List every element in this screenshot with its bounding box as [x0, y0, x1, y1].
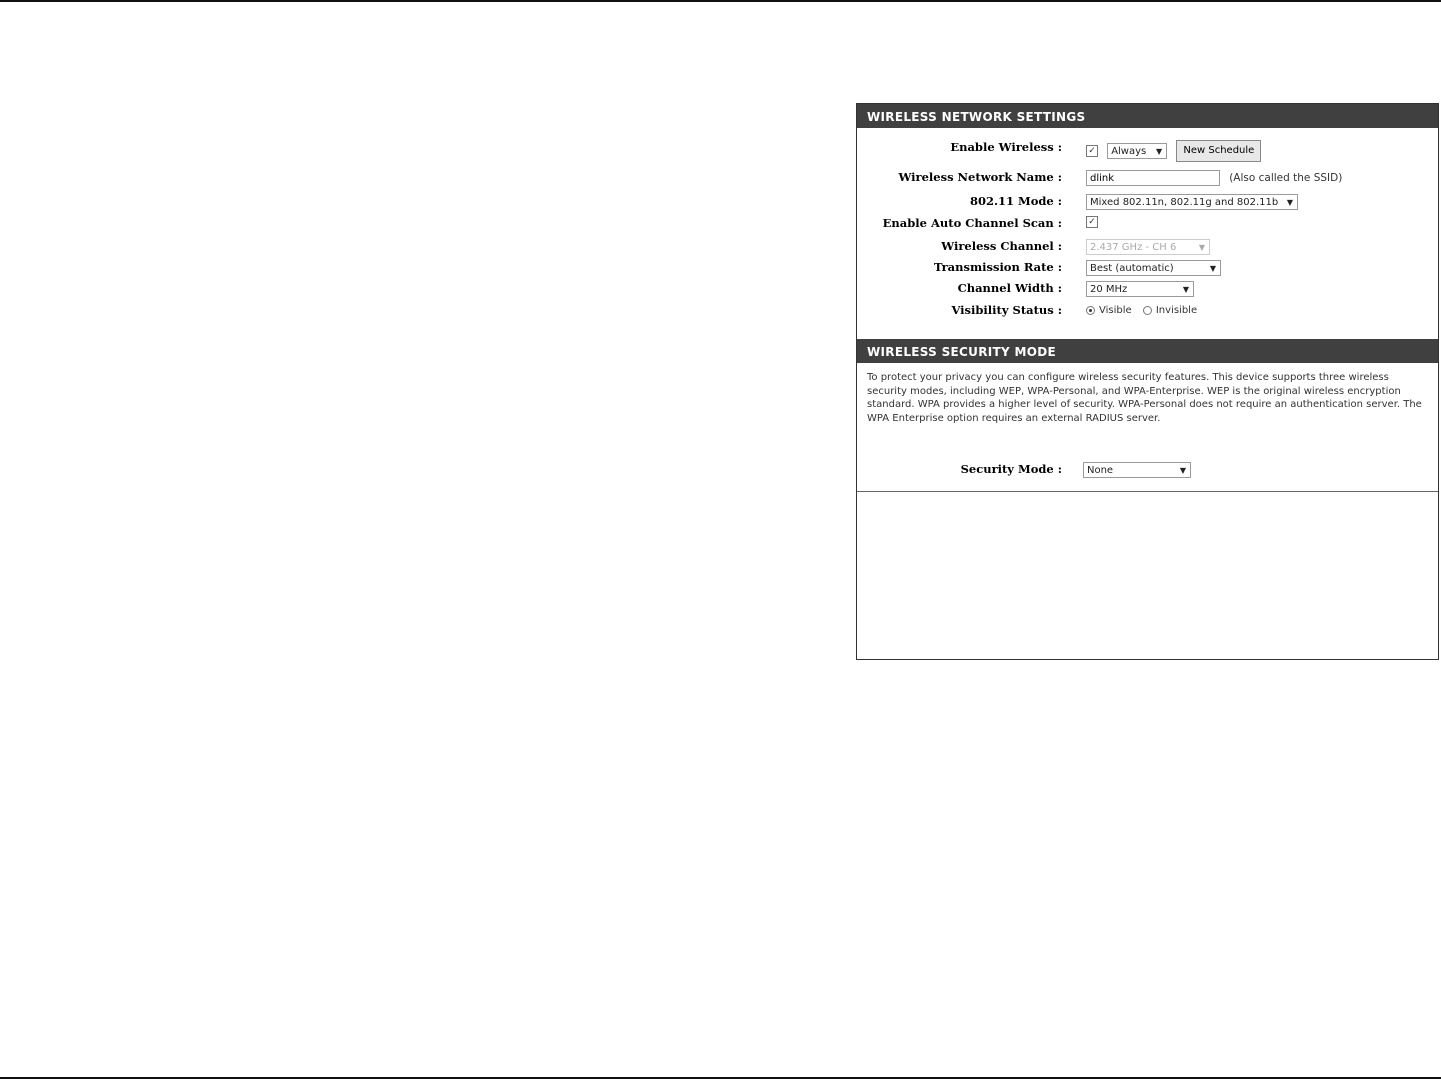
- wireless-security-mode-section: [857, 339, 1438, 492]
- wireless-channel-select[interactable]: 2.437 GHz - CH 6 ▼: [1086, 239, 1210, 255]
- checkmark-icon: ✓: [1088, 217, 1096, 227]
- visible-label: Visible: [1099, 305, 1132, 316]
- wireless-network-settings-section: [857, 104, 1438, 336]
- ssid-hint: (Also called the SSID): [1229, 172, 1343, 184]
- invisible-label: Invisible: [1155, 305, 1198, 316]
- security-description: To protect your privacy you can configure wireless security features. This device supports three wireless security modes, including WEP, WPA-Personal, and WPA-Enterprise. WEP is the original wireless encryption standard. WPA provides a higher level of security. WPA-Personal does not require an authentication server. The WPA Enterprise option requires an external RADIUS server.: [867, 372, 1422, 424]
- visibility-controls: [1086, 305, 1205, 317]
- top-rule: [0, 0, 1441, 2]
- enable-wireless-label: Enable Wireless :: [950, 140, 1062, 154]
- checkmark-icon: ✓: [1088, 146, 1096, 156]
- section-header: WIRELESS NETWORK SETTINGS: [857, 104, 1438, 128]
- schedule-select[interactable]: Always ▼: [1107, 143, 1167, 159]
- transmission-rate-select[interactable]: Best (automatic) ▼: [1086, 260, 1221, 276]
- auto-channel-label: Enable Auto Channel Scan :: [882, 216, 1062, 230]
- channel-width-select[interactable]: 20 MHz ▼: [1086, 281, 1194, 297]
- triangle-down-icon: ▼: [1286, 198, 1293, 207]
- transmission-rate-label: Transmission Rate :: [933, 260, 1062, 274]
- invisible-radio[interactable]: [1143, 306, 1152, 315]
- triangle-down-icon: ▼: [1182, 285, 1189, 294]
- enable-wireless-checkbox[interactable]: [1086, 145, 1098, 157]
- router-settings-screenshot: [856, 103, 1439, 660]
- section-header: WIRELESS SECURITY MODE: [857, 339, 1438, 363]
- mode-select[interactable]: Mixed 802.11n, 802.11g and 802.11b ▼: [1086, 194, 1298, 210]
- triangle-down-icon: ▼: [1156, 147, 1163, 156]
- mode-label: 802.11 Mode :: [969, 194, 1062, 208]
- channel-width-label: Channel Width :: [957, 281, 1062, 295]
- visible-radio[interactable]: [1086, 306, 1095, 315]
- security-mode-select[interactable]: None ▼: [1083, 462, 1191, 478]
- security-mode-label: Security Mode :: [960, 462, 1062, 476]
- triangle-down-icon: ▼: [1209, 264, 1216, 273]
- auto-channel-checkbox[interactable]: [1086, 216, 1098, 228]
- enable-wireless-controls: [1086, 140, 1261, 162]
- visibility-label: Visibility Status :: [951, 303, 1062, 317]
- network-name-input[interactable]: dlink: [1086, 170, 1220, 186]
- triangle-down-icon: ▼: [1179, 466, 1186, 475]
- triangle-down-icon: ▼: [1198, 243, 1205, 252]
- network-name-label: Wireless Network Name :: [898, 170, 1062, 184]
- wireless-channel-label: Wireless Channel :: [941, 239, 1062, 253]
- new-schedule-button[interactable]: New Schedule: [1176, 140, 1261, 162]
- bottom-rule: [0, 1077, 1441, 1079]
- network-name-controls: [1086, 170, 1342, 186]
